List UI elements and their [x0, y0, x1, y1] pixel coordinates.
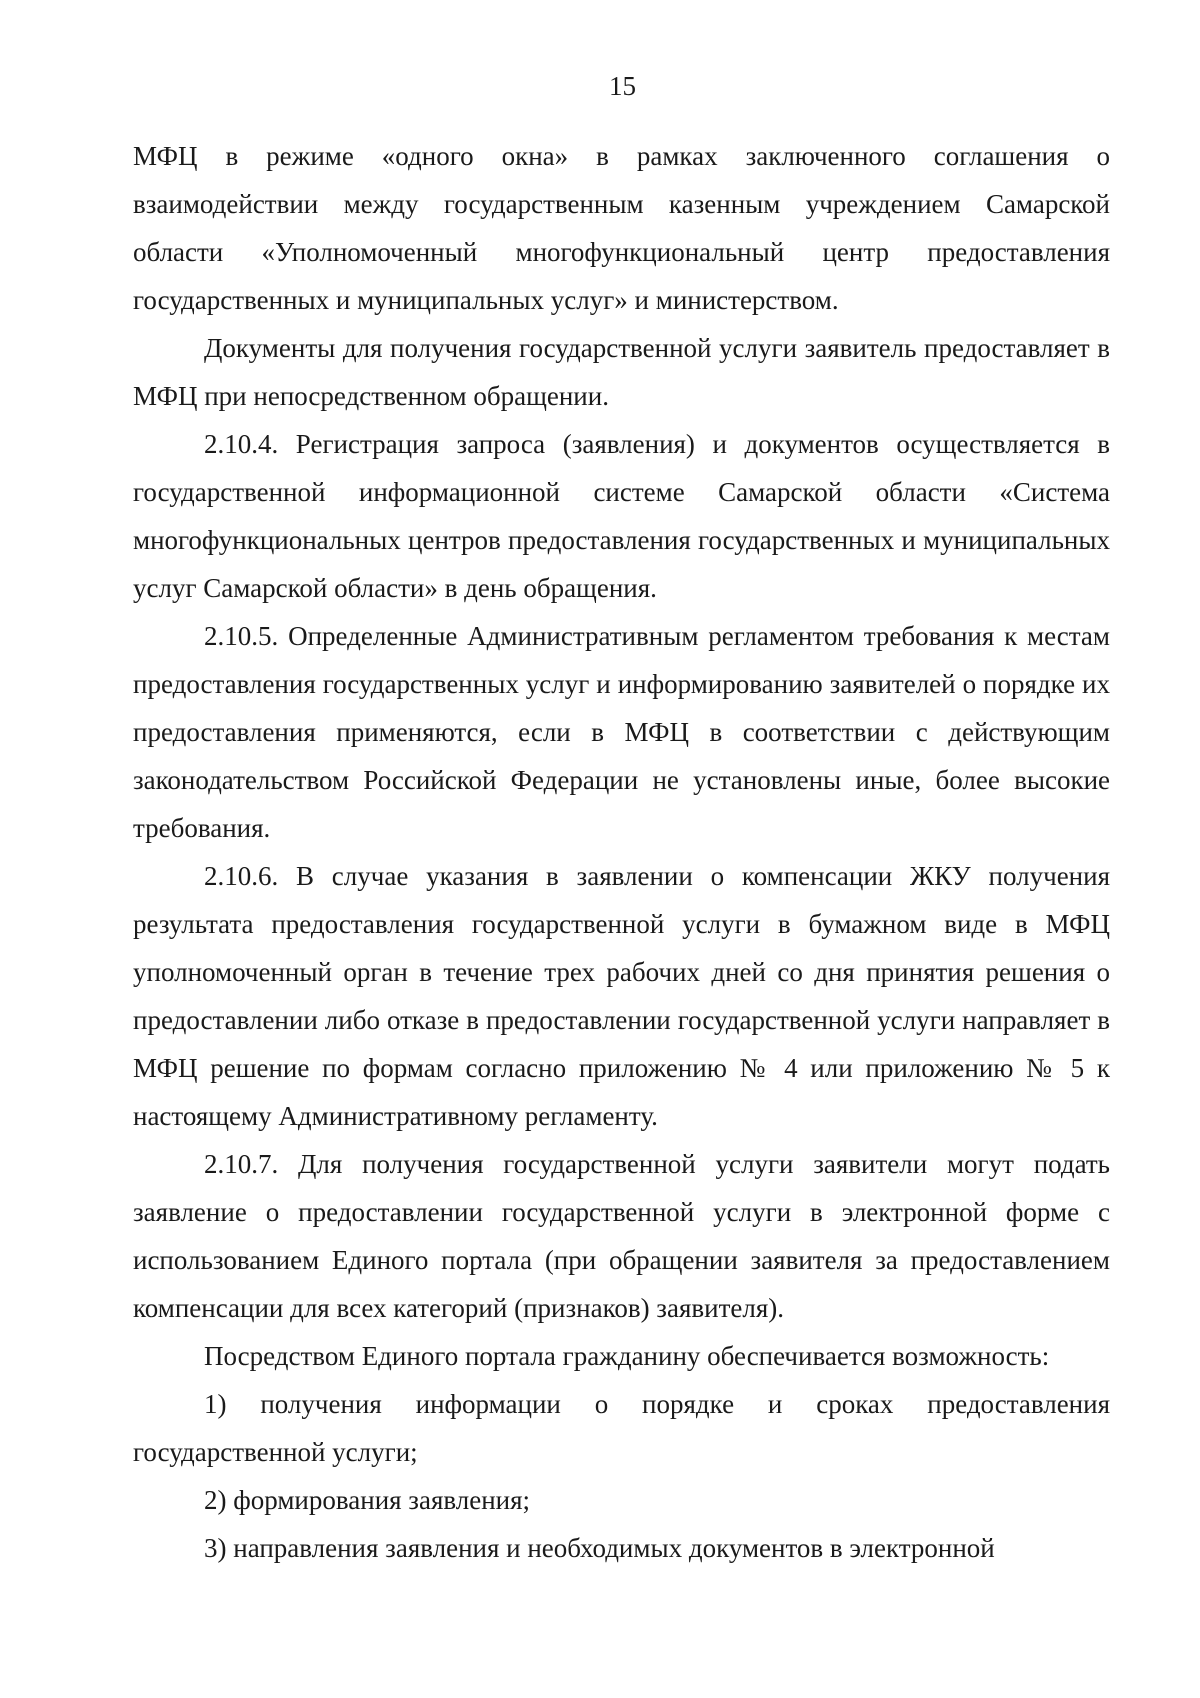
list-item-1: 1) получения информации о порядке и сроках предоставления государственной услуги;: [133, 1389, 1110, 1467]
paragraph-2-10-6: 2.10.6. В случае указания в заявлении о компенсации ЖКУ получения результата предоставления государственной услуги в бумажном виде в МФЦ уполномоченный орган в течение трех рабочих дней со дня принятия решения о предоставлении либо отказе в предоставлении государственной услуги направляет в МФЦ решение по формам согласно приложению № 4 или приложению № 5 к настоящему Административному регламенту.: [133, 861, 1110, 1131]
page-number: 15: [609, 71, 636, 101]
list-item-3: 3) направления заявления и необходимых документов в электронной: [204, 1533, 995, 1563]
paragraph-2-10-7: 2.10.7. Для получения государственной услуги заявители могут подать заявление о предоставлении государственной услуги в электронной форме с использованием Единого портала (при обращении заявителя за предоставлением компенсации для всех категорий (признаков) заявителя).: [133, 1149, 1110, 1323]
paragraph-portal-capabilities: Посредством Единого портала гражданину обеспечивается возможность:: [204, 1341, 1050, 1371]
paragraph-documents-submission: Документы для получения государственной услуги заявитель предоставляет в МФЦ при непосредственном обращении.: [133, 333, 1110, 411]
document-body: [133, 132, 1110, 1572]
paragraph-2-10-4: 2.10.4. Регистрация запроса (заявления) и документов осуществляется в государственной информационной системе Самарской области «Система многофункциональных центров предоставления государственных и муниципальных услуг Самарской области» в день обращения.: [133, 429, 1110, 603]
list-item-2: 2) формирования заявления;: [204, 1485, 531, 1515]
paragraph-2-10-5: 2.10.5. Определенные Административным регламентом требования к местам предоставления государственных услуг и информированию заявителей о порядке их предоставления применяются, если в МФЦ в соответствии с действующим законодательством Российской Федерации не установлены иные, более высокие требования.: [133, 621, 1110, 843]
paragraph-continuation-mfc: МФЦ в режиме «одного окна» в рамках заключенного соглашения о взаимодействии между государственным казенным учреждением Самарской области «Уполномоченный многофункциональный центр предоставления государственных и муниципальных услуг» и министерством.: [133, 141, 1110, 315]
